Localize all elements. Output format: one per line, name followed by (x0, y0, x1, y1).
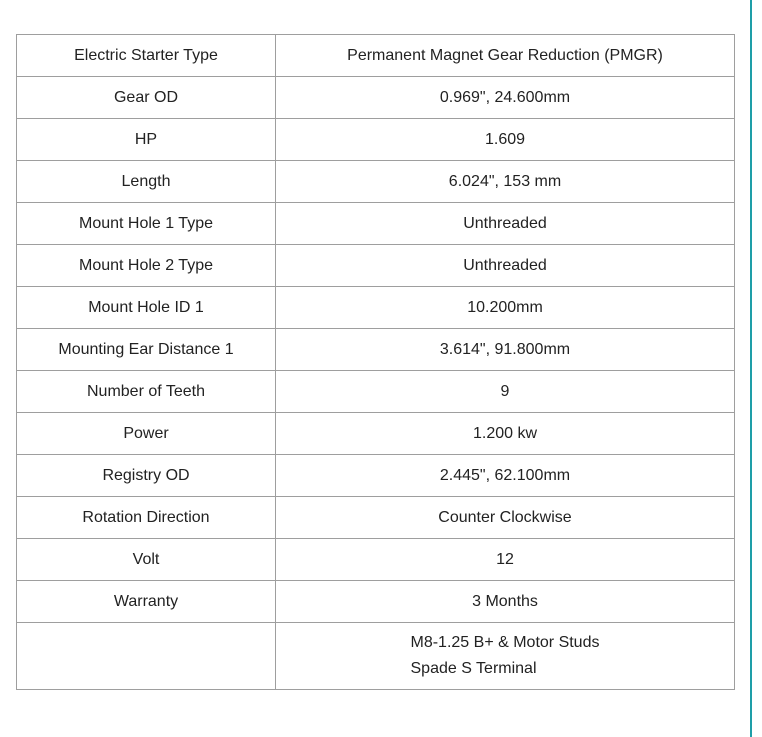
terminal-lines (411, 630, 600, 682)
spec-label: Number of Teeth (17, 371, 276, 413)
table-row (17, 203, 735, 245)
table-row (17, 245, 735, 287)
spec-value: 1.200 kw (276, 413, 735, 455)
spec-value: 2.445", 62.100mm (276, 455, 735, 497)
table-row-terminal (17, 623, 735, 690)
spec-label: Power (17, 413, 276, 455)
spec-value: Unthreaded (276, 203, 735, 245)
table-row (17, 287, 735, 329)
spec-label: Registry OD (17, 455, 276, 497)
spec-value: 1.609 (276, 119, 735, 161)
spec-value: 9 (276, 371, 735, 413)
spec-value: 10.200mm (276, 287, 735, 329)
table-row (17, 539, 735, 581)
spec-value (276, 623, 735, 690)
spec-value: Counter Clockwise (276, 497, 735, 539)
spec-label: Volt (17, 539, 276, 581)
right-border-rule (750, 0, 752, 737)
specs-table (16, 34, 735, 690)
table-row (17, 329, 735, 371)
terminal-line-1: M8-1.25 B+ & Motor Studs (410, 634, 600, 651)
table-row (17, 161, 735, 203)
spec-label: Mounting Ear Distance 1 (17, 329, 276, 371)
spec-value: 0.969", 24.600mm (276, 77, 735, 119)
table-row (17, 581, 735, 623)
table-row (17, 371, 735, 413)
table-row (17, 413, 735, 455)
table-row (17, 77, 735, 119)
spec-label (17, 623, 276, 690)
spec-label: Electric Starter Type (17, 35, 276, 77)
spec-label: HP (17, 119, 276, 161)
table-row (17, 455, 735, 497)
spec-label: Gear OD (17, 77, 276, 119)
specs-table-body (17, 35, 735, 690)
table-row (17, 119, 735, 161)
spec-label: Rotation Direction (17, 497, 276, 539)
spec-label: Length (17, 161, 276, 203)
spec-value: 3.614", 91.800mm (276, 329, 735, 371)
spec-label: Mount Hole ID 1 (17, 287, 276, 329)
spec-label: Mount Hole 2 Type (17, 245, 276, 287)
table-row (17, 497, 735, 539)
spec-value: Permanent Magnet Gear Reduction (PMGR) (276, 35, 735, 77)
table-row (17, 35, 735, 77)
spec-value: 6.024", 153 mm (276, 161, 735, 203)
spec-label: Mount Hole 1 Type (17, 203, 276, 245)
terminal-line-2: Spade S Terminal (410, 660, 537, 677)
spec-value: Unthreaded (276, 245, 735, 287)
spec-label: Warranty (17, 581, 276, 623)
spec-value: 12 (276, 539, 735, 581)
spec-value: 3 Months (276, 581, 735, 623)
